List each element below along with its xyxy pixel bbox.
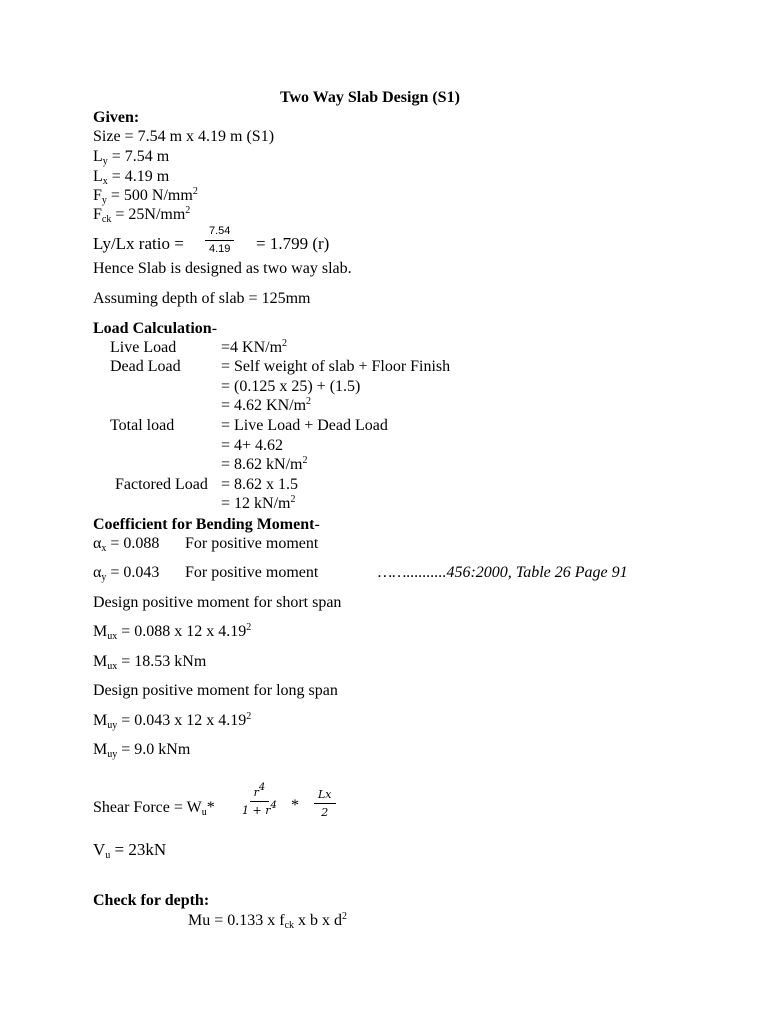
fck-subscript: ck: [101, 214, 112, 225]
ly-symbol: L: [93, 148, 103, 165]
ratio-label: Ly/Lx ratio =: [93, 234, 184, 253]
vu-line: [93, 840, 166, 859]
alpha-x-line: [93, 534, 159, 553]
one-plus-r-exp: 4: [270, 800, 277, 811]
depth-check-heading: Check for depth:: [93, 892, 210, 909]
fck-line: [93, 205, 190, 224]
depth-formula-a: Mu = 0.133 x f: [188, 912, 285, 929]
shear-force-subscript: u: [201, 807, 207, 818]
live-load-sup: 2: [282, 338, 288, 349]
alpha-y-symbol: α: [93, 564, 102, 581]
factored-load-sup: 2: [290, 494, 296, 505]
fy-superscript: 2: [192, 186, 198, 197]
dead-load-line3: [221, 396, 311, 415]
alpha-y-line: [93, 563, 159, 582]
muy-symbol: M: [93, 712, 108, 729]
factored-load-line2-text: = 12 kN/m: [221, 495, 291, 512]
mux-calc-line: [93, 622, 251, 641]
total-load-sup: 2: [302, 455, 308, 466]
muy-subscript: uy: [107, 720, 118, 731]
muy-calc-line: [93, 711, 251, 730]
ratio-result: = 1.799 (r): [256, 234, 330, 253]
muy-calc: = 0.043 x 12 x 4.19: [117, 712, 247, 729]
short-span-heading: Design positive moment for short span: [93, 594, 342, 611]
shear-fraction-r-numerator: [250, 782, 270, 802]
vu-subscript: u: [105, 850, 111, 861]
shear-force-text: Shear Force = W: [93, 799, 202, 816]
coeff-heading-dash: -: [314, 516, 320, 533]
depth-formula-b: x b x d: [294, 912, 343, 929]
load-heading-text: Load Calculation: [93, 320, 212, 337]
ratio-denominator: 4.19: [209, 243, 231, 255]
total-load-line3-text: = 8.62 kN/m: [221, 456, 303, 473]
load-heading-dash: -: [211, 320, 218, 337]
shear-fraction-lx-numerator: Lx: [314, 788, 336, 804]
dead-load-label: Dead Load: [110, 358, 181, 375]
coeff-heading: [93, 515, 320, 534]
lx-symbol: L: [93, 168, 103, 185]
lx-line: [93, 167, 169, 186]
alpha-x-desc: For positive moment: [185, 535, 319, 552]
fy-value: = 500 N/mm: [106, 187, 193, 204]
muy-result-symbol: M: [93, 741, 108, 758]
ly-value: = 7.54 m: [107, 148, 170, 165]
fy-symbol: F: [93, 187, 102, 204]
ly-subscript: y: [102, 156, 108, 167]
shear-times: *: [291, 797, 299, 814]
vu-symbol: V: [93, 840, 106, 859]
total-load-line2: = 4+ 4.62: [221, 437, 284, 454]
fck-symbol: F: [93, 206, 102, 223]
dead-load-line2: = (0.125 x 25) + (1.5): [221, 378, 361, 395]
dead-load-line3-text: = 4.62 KN/m: [221, 397, 307, 414]
given-heading: Given:: [93, 109, 140, 126]
mux-result-line: [93, 652, 206, 671]
depth-formula-sup: 2: [342, 911, 348, 922]
lx-subscript: x: [102, 176, 108, 187]
fck-value: = 25N/mm: [111, 206, 186, 223]
muy-result: = 9.0 kNm: [117, 741, 191, 758]
fy-line: [93, 186, 198, 205]
shear-fraction-lx-denominator: 2: [321, 806, 329, 819]
r-exp: 4: [258, 782, 266, 793]
shear-force-star: *: [206, 799, 215, 816]
ratio-conclusion: Hence Slab is designed as two way slab.: [93, 260, 352, 277]
mux-calc-sup: 2: [246, 622, 252, 633]
mux-result-subscript: ux: [107, 661, 118, 672]
depth-formula-sub: ck: [284, 920, 295, 931]
lx-value: = 4.19 m: [107, 168, 170, 185]
ratio-fraction: [205, 225, 234, 256]
fy-subscript: y: [101, 195, 107, 206]
alpha-y-value: = 0.043: [106, 564, 160, 581]
shear-fraction-lx: [314, 788, 336, 819]
mux-result: = 18.53 kNm: [117, 653, 207, 670]
factored-load-line2: [221, 494, 295, 513]
ly-line: [93, 147, 169, 166]
total-load-label: Total load: [110, 417, 175, 434]
dead-load-sup: 2: [306, 396, 312, 407]
dead-load-line1: = Self weight of slab + Floor Finish: [221, 358, 451, 375]
live-load-value-text: =4 KN/m: [221, 339, 283, 356]
live-load-value: [221, 338, 287, 357]
vu-value: = 23kN: [110, 840, 167, 859]
ratio-numerator: 7.54: [205, 225, 234, 241]
factored-load-label: Factored Load: [115, 476, 208, 493]
muy-result-line: [93, 740, 190, 759]
muy-calc-sup: 2: [246, 711, 252, 722]
long-span-heading: Design positive moment for long span: [93, 682, 338, 699]
coeff-heading-text: Coefficient for Bending Moment: [93, 516, 315, 533]
live-load-label: Live Load: [110, 339, 177, 356]
mux-subscript: ux: [107, 631, 118, 642]
alpha-x-value: = 0.088: [106, 535, 160, 552]
size-line: Size = 7.54 m x 4.19 m (S1): [93, 128, 275, 145]
alpha-y-desc: For positive moment: [185, 564, 319, 581]
mux-calc: = 0.088 x 12 x 4.19: [117, 623, 247, 640]
code-reference: ……..........456:2000, Table 26 Page 91: [378, 564, 628, 581]
alpha-x-subscript: x: [101, 543, 107, 554]
depth-assumption: Assuming depth of slab = 125mm: [93, 290, 311, 307]
fck-superscript: 2: [185, 205, 191, 216]
shear-force-label: [93, 798, 215, 817]
total-load-line1: = Live Load + Dead Load: [221, 417, 388, 434]
one-plus-r-base: 1 + r: [242, 804, 271, 817]
depth-check-formula: [188, 911, 347, 930]
alpha-x-symbol: α: [93, 535, 102, 552]
factored-load-line1: = 8.62 x 1.5: [221, 476, 299, 493]
page-title: Two Way Slab Design (S1): [280, 89, 460, 106]
total-load-line3: [221, 455, 307, 474]
mux-symbol: M: [93, 623, 108, 640]
r-base: r: [253, 786, 259, 799]
muy-result-subscript: uy: [107, 749, 118, 760]
alpha-y-subscript: y: [101, 572, 107, 583]
shear-fraction-r-denominator: [238, 802, 281, 817]
load-heading: [93, 319, 217, 338]
shear-fraction-r: [238, 782, 281, 817]
mux-result-symbol: M: [93, 653, 108, 670]
